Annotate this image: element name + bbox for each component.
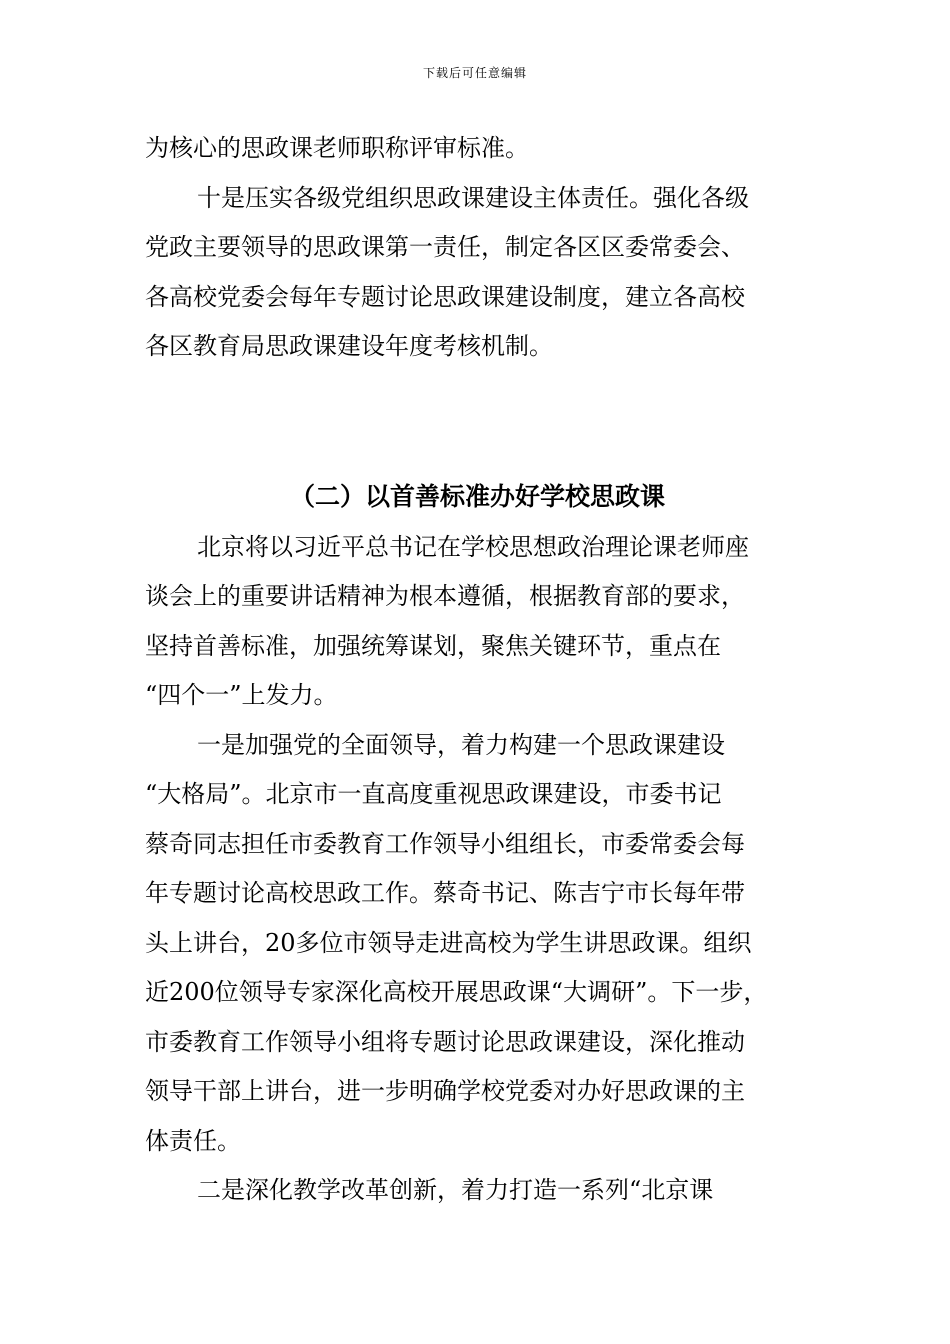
text-line: “四个一”上发力。 <box>145 681 338 709</box>
text-line: 谈会上的重要讲话精神为根本遵循，根据教育部的要求， <box>145 582 745 610</box>
section-heading: （二）以首善标准办好学校思政课 <box>289 481 665 511</box>
text-line: 近200位领导专家深化高校开展思政课“大调研”。下一步， <box>145 978 768 1006</box>
text-line: 头上讲台，20多位市领导走进高校为学生讲思政课。组织 <box>145 928 752 957</box>
page-header-note: 下载后可任意编辑 <box>422 66 527 80</box>
text-line: 蔡奇同志担任市委教育工作领导小组组长，市委常委会每 <box>145 829 745 858</box>
text-line: 各高校党委会每年专题讨论思政课建设制度，建立各高校 <box>145 282 745 311</box>
text-line: 党政主要领导的思政课第一责任，制定各区区委常委会、 <box>145 233 745 261</box>
text-line: 为核心的思政课老师职称评审标准。 <box>145 134 529 162</box>
text-line: 坚持首善标准，加强统筹谋划，聚焦关键环节，重点在 <box>145 631 721 660</box>
text-line: 领导干部上讲台，进一步明确学校党委对办好思政课的主 <box>145 1077 745 1105</box>
document-body <box>145 124 810 1216</box>
text-line: 市委教育工作领导小组将专题讨论思政课建设，深化推动 <box>145 1027 745 1056</box>
text-line: 年专题讨论高校思政工作。蔡奇书记、陈吉宁市长每年带 <box>145 879 745 907</box>
text-line: 各区教育局思政课建设年度考核机制。 <box>145 332 553 360</box>
paragraph-first-line: 二是深化教学改革创新，着力打造一系列“北京课 <box>197 1176 714 1204</box>
text-line: “大格局”。北京市一直高度重视思政课建设，市委书记 <box>145 780 722 808</box>
section-spacer <box>145 372 810 471</box>
paragraph-first-line: 十是压实各级党组织思政课建设主体责任。强化各级 <box>197 183 749 212</box>
paragraph-first-line: 北京将以习近平总书记在学校思想政治理论课老师座 <box>197 532 749 561</box>
text-line: 体责任。 <box>145 1126 241 1155</box>
paragraph-first-line: 一是加强党的全面领导，着力构建一个思政课建设 <box>197 730 725 759</box>
